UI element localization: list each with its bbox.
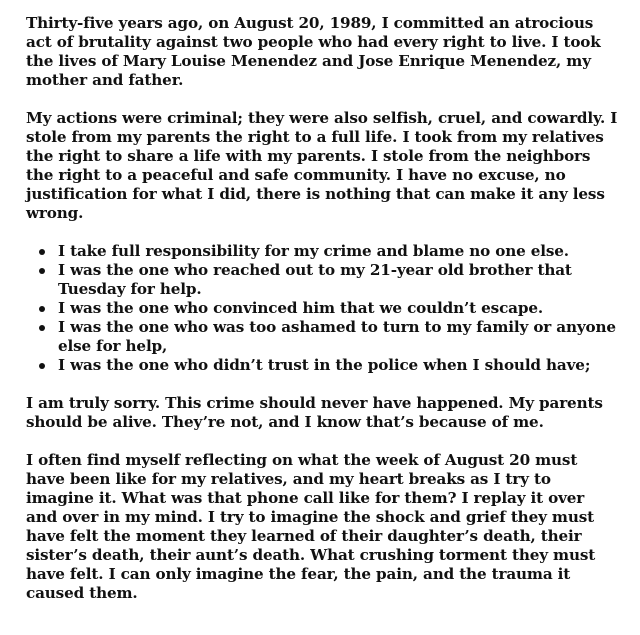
list-item: I was the one who convinced him that we couldn’t escape. bbox=[58, 299, 620, 318]
list-item: I was the one who reached out to my 21-year old brother that Tuesday for help. bbox=[58, 261, 620, 299]
list-item: I was the one who didn’t trust in the police when I should have; bbox=[58, 356, 620, 375]
list-item: I was the one who was too ashamed to turn to my family or anyone else for help, bbox=[58, 318, 620, 356]
list-item: I take full responsibility for my crime and blame no one else. bbox=[58, 242, 620, 261]
paragraph-4: I often find myself reflecting on what the week of August 20 must have been like for my relatives, and my heart breaks as I try to imagine it. What was that phone call like for them? I replay it over and over in my mind. I try to imagine the shock and grief they must have felt the moment they learned of their daughter’s death, their sister’s death, their aunt’s death. What crushing torment they must have felt. I can only imagine the fear, the pain, and the trauma it caused them. bbox=[26, 451, 596, 602]
paragraph-3: I am truly sorry. This crime should never have happened. My parents should be alive. They’re not, and I know that’s because of me. bbox=[26, 394, 603, 431]
paragraph-1: Thirty-five years ago, on August 20, 1989, I committed an atrocious act of brutality against two people who had every right to live. I took the lives of Mary Louise Menendez and Jose Enrique Menendez, my mother and father. bbox=[26, 14, 601, 89]
responsibility-list bbox=[26, 242, 620, 375]
paragraph-2: My actions were criminal; they were also selfish, cruel, and cowardly. I stole from my parents the right to a full life. I took from my relatives the right to share a life with my parents. I stole from the neighbors the right to a peaceful and safe community. I have no excuse, no justification for what I did, there is nothing that can make it any less wrong. bbox=[26, 109, 618, 222]
